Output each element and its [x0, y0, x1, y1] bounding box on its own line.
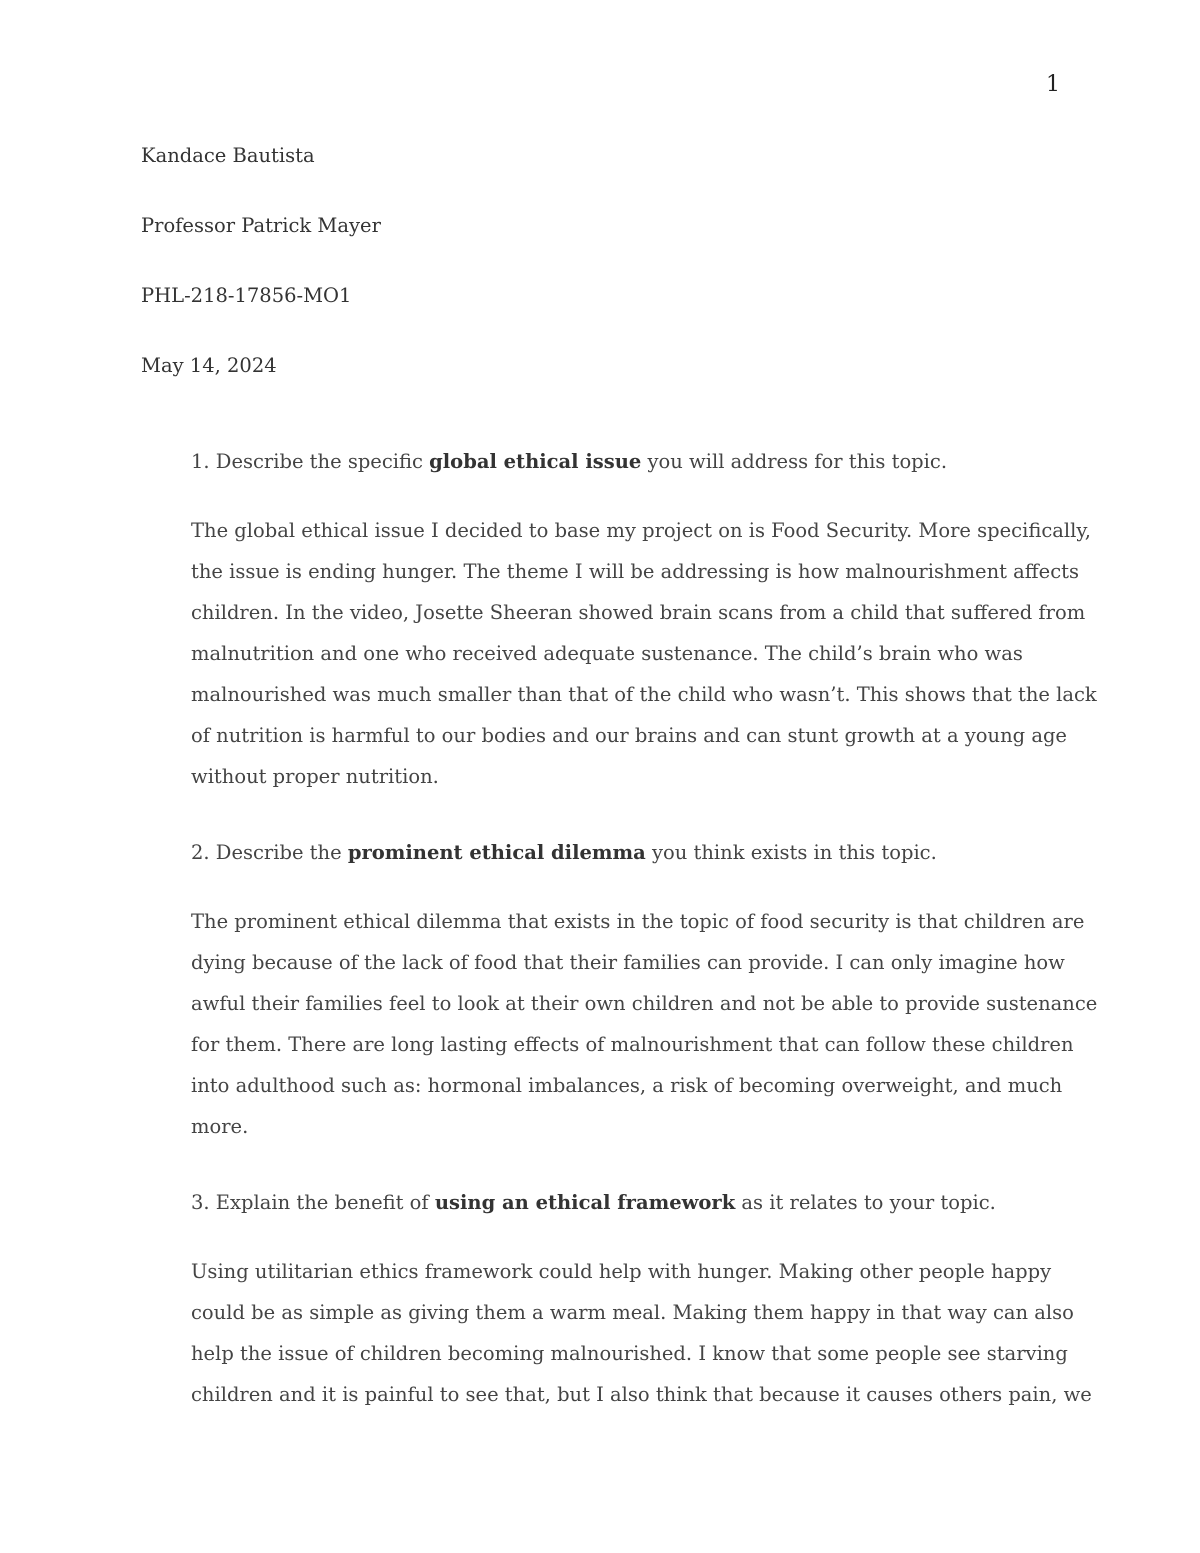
answer-line: more.: [191, 1115, 249, 1138]
answer-1: [191, 514, 1097, 801]
page-number: 1: [1046, 72, 1060, 97]
answer-line: dying because of the lack of food that their families can provide. I can only imagine how: [191, 951, 1065, 974]
question-2: [191, 836, 1066, 870]
answer-line: Using utilitarian ethics framework could help with hunger. Making other people happy: [191, 1260, 1052, 1283]
answer-line: of nutrition is harmful to our bodies and our brains and can stunt growth at a young age: [191, 724, 1067, 747]
question-1-prefix: 1. Describe the specific: [191, 450, 430, 473]
document-date: May 14, 2024: [141, 354, 277, 377]
answer-line: malnourished was much smaller than that of the child who wasn’t. This shows that the lack: [191, 683, 1097, 706]
answer-line: The global ethical issue I decided to base my project on is Food Security. More specifically,: [191, 519, 1091, 542]
question-2-prefix: 2. Describe the: [191, 841, 348, 864]
document-header: [141, 140, 1061, 420]
answer-line: the issue is ending hunger. The theme I will be addressing is how malnourishment affects: [191, 560, 1079, 583]
question-3-suffix: as it relates to your topic.: [735, 1191, 996, 1214]
answer-line: The prominent ethical dilemma that exists in the topic of food security is that children are: [191, 910, 1085, 933]
answer-3: [191, 1255, 1092, 1419]
student-name: Kandace Bautista: [141, 144, 315, 167]
answer-2: [191, 905, 1098, 1151]
answer-line: could be as simple as giving them a warm meal. Making them happy in that way can also: [191, 1301, 1074, 1324]
answer-line: for them. There are long lasting effects of malnourishment that can follow these children: [191, 1033, 1074, 1056]
answer-line: malnutrition and one who received adequate sustenance. The child’s brain who was: [191, 642, 1023, 665]
question-3-prefix: 3. Explain the benefit of: [191, 1191, 435, 1214]
question-3-bold: using an ethical framework: [434, 1191, 736, 1214]
answer-line: into adulthood such as: hormonal imbalances, a risk of becoming overweight, and much: [191, 1074, 1063, 1097]
answer-line: help the issue of children becoming malnourished. I know that some people see starving: [191, 1342, 1068, 1365]
answer-line: children and it is painful to see that, but I also think that because it causes others pain, we: [191, 1383, 1092, 1406]
question-2-bold: prominent ethical dilemma: [347, 841, 646, 864]
document-body: [191, 445, 1098, 1454]
question-2-suffix: you think exists in this topic.: [645, 841, 937, 864]
question-1-suffix: you will address for this topic.: [641, 450, 948, 473]
course-code: PHL-218-17856-MO1: [141, 284, 352, 307]
question-1-bold: global ethical issue: [429, 450, 642, 473]
answer-line: without proper nutrition.: [191, 765, 439, 788]
question-3: [191, 1186, 1066, 1220]
question-1: [191, 445, 1066, 479]
answer-line: awful their families feel to look at their own children and not be able to provide sustenance: [191, 992, 1098, 1015]
professor-name: Professor Patrick Mayer: [141, 214, 381, 237]
answer-line: children. In the video, Josette Sheeran showed brain scans from a child that suffered from: [191, 601, 1086, 624]
